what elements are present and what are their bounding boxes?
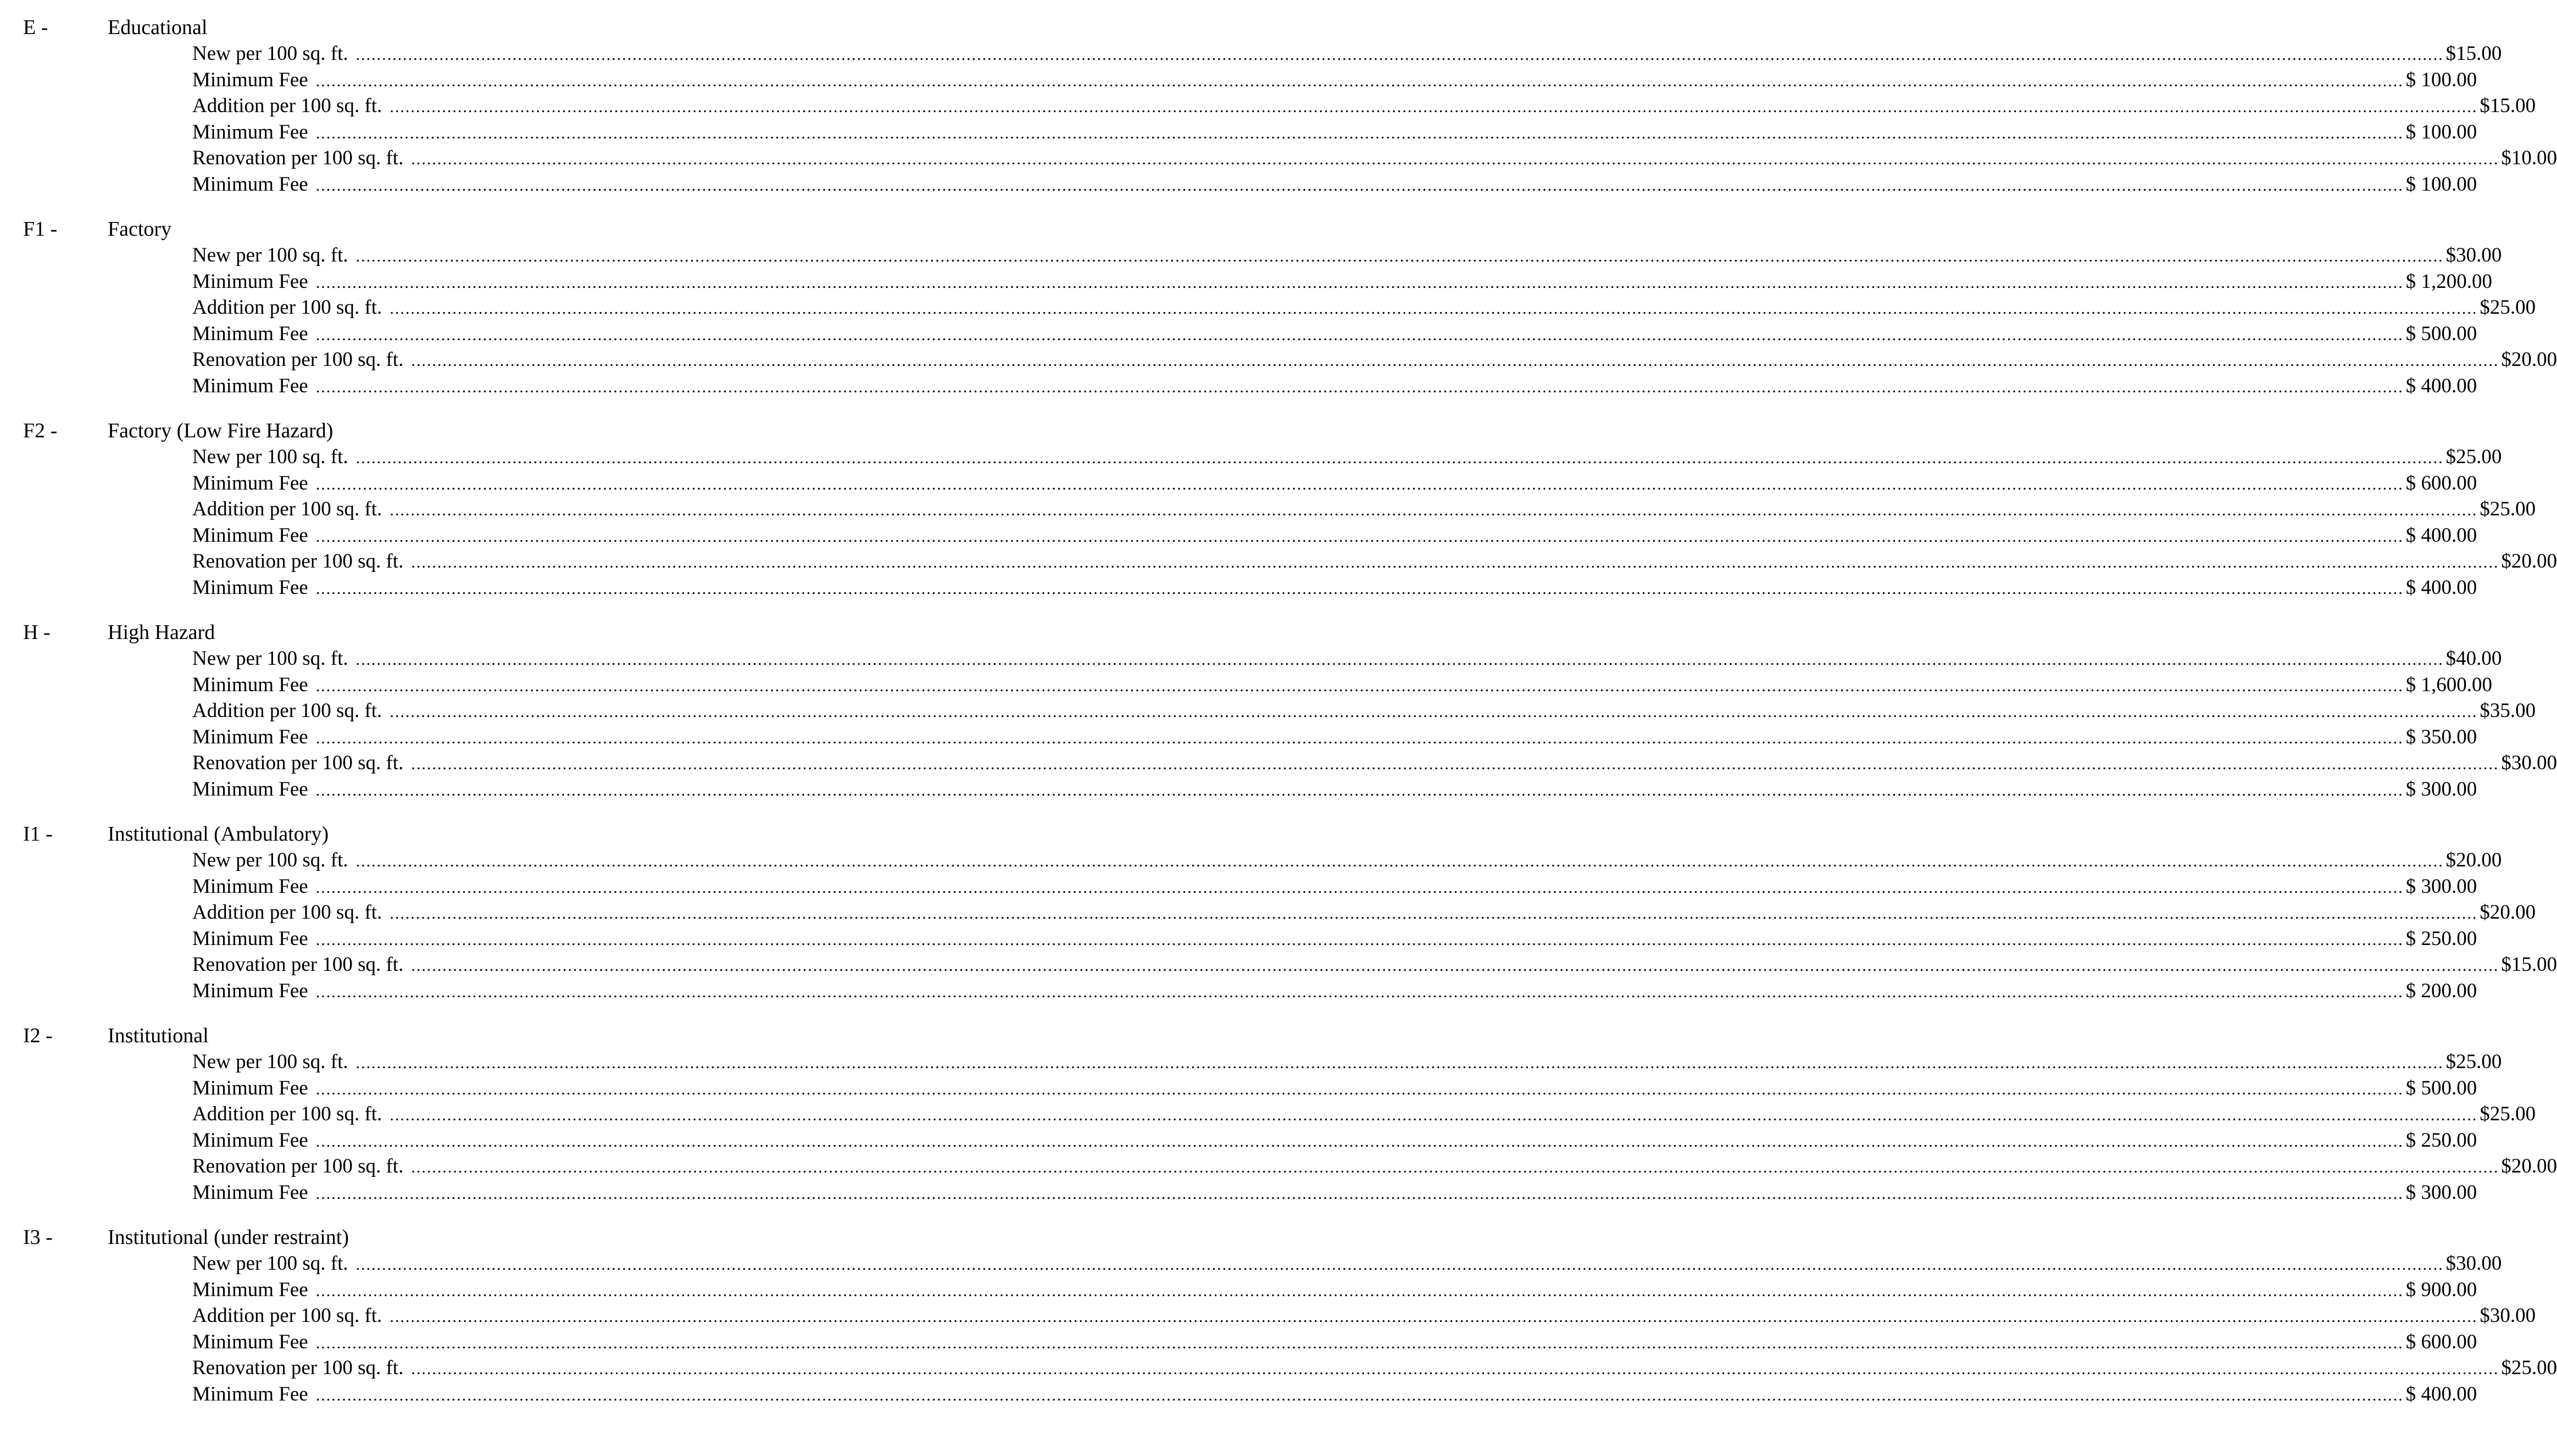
fee-label: Minimum Fee: [192, 1382, 308, 1405]
fee-row: [192, 952, 2557, 978]
dot-leader: ................................................................................................................................................................................................................................................................................................................................................................................................................: [411, 1360, 2499, 1378]
fee-row: [192, 1329, 2477, 1355]
dot-leader: ................................................................................................................................................................................................................................................................................................................................................................................................................: [315, 475, 2404, 493]
fee-label: Minimum Fee: [192, 1330, 308, 1353]
occupancy-name: Institutional (Ambulatory): [108, 823, 329, 846]
dot-leader: ................................................................................................................................................................................................................................................................................................................................................................................................................: [315, 71, 2404, 90]
fee-label: Minimum Fee: [192, 471, 308, 494]
fee-label: Minimum Fee: [192, 173, 308, 196]
fee-label: Minimum Fee: [192, 322, 308, 345]
dot-leader: ................................................................................................................................................................................................................................................................................................................................................................................................................: [315, 377, 2404, 396]
dot-leader: ................................................................................................................................................................................................................................................................................................................................................................................................................: [390, 1106, 2478, 1124]
fee-label: Minimum Fee: [192, 1278, 308, 1301]
occupancy-name: Factory (Low Fire Hazard): [108, 419, 333, 442]
fee-label: Addition per 100 sq. ft.: [192, 1103, 382, 1125]
fee-row: [192, 269, 2492, 295]
fee-amount: $ 300.00: [2405, 875, 2477, 898]
occupancy-code: E -: [23, 16, 48, 39]
fee-amount: $40.00: [2445, 647, 2502, 670]
fee-label: New per 100 sq. ft.: [192, 647, 348, 670]
fee-row: [192, 1355, 2557, 1381]
fee-label: Minimum Fee: [192, 777, 308, 801]
fee-amount: $ 400.00: [2405, 576, 2477, 599]
dot-leader: ................................................................................................................................................................................................................................................................................................................................................................................................................: [315, 982, 2404, 1001]
fee-amount: $ 500.00: [2405, 1076, 2477, 1099]
dot-leader: ................................................................................................................................................................................................................................................................................................................................................................................................................: [390, 703, 2478, 721]
fee-amount: $ 200.00: [2405, 979, 2477, 1002]
occupancy-section: [0, 619, 2557, 802]
occupancy-code: H -: [23, 621, 51, 644]
dot-leader: ................................................................................................................................................................................................................................................................................................................................................................................................................: [315, 878, 2404, 897]
fee-amount: $20.00: [2480, 901, 2536, 924]
fee-row: [192, 93, 2536, 119]
fee-label: Minimum Fee: [192, 1076, 308, 1099]
fee-amount: $ 500.00: [2405, 322, 2477, 345]
occupancy-code: I1 -: [23, 823, 53, 846]
fee-amount: $25.00: [2445, 1051, 2502, 1073]
fee-label: Renovation per 100 sq. ft.: [192, 1357, 404, 1379]
fee-label: Addition per 100 sq. ft.: [192, 95, 382, 117]
fee-label: Addition per 100 sq. ft.: [192, 296, 382, 319]
fee-row: [192, 242, 2502, 269]
occupancy-code: F2 -: [23, 419, 58, 442]
fee-label: Renovation per 100 sq. ft.: [192, 147, 404, 169]
dot-leader: ................................................................................................................................................................................................................................................................................................................................................................................................................: [411, 150, 2499, 168]
occupancy-section: [0, 1022, 2557, 1205]
occupancy-section: [0, 216, 2557, 399]
fee-label: Minimum Fee: [192, 524, 308, 547]
dot-leader: ................................................................................................................................................................................................................................................................................................................................................................................................................: [315, 676, 2404, 695]
dot-leader: ................................................................................................................................................................................................................................................................................................................................................................................................................: [411, 1158, 2499, 1176]
fee-row: [192, 373, 2477, 399]
occupancy-name: Institutional (under restraint): [108, 1226, 349, 1249]
fee-amount: $25.00: [2480, 296, 2536, 319]
fee-row: [192, 67, 2477, 93]
fee-row: [192, 145, 2557, 171]
dot-leader: ................................................................................................................................................................................................................................................................................................................................................................................................................: [315, 527, 2404, 546]
fee-label: New per 100 sq. ft.: [192, 244, 348, 266]
dot-leader: ................................................................................................................................................................................................................................................................................................................................................................................................................: [411, 957, 2499, 975]
dot-leader: ................................................................................................................................................................................................................................................................................................................................................................................................................: [355, 1054, 2444, 1072]
occupancy-name: Factory: [108, 218, 172, 241]
fee-amount: $25.00: [2480, 498, 2536, 520]
fee-label: New per 100 sq. ft.: [192, 446, 348, 468]
fee-row: [192, 294, 2536, 321]
occupancy-header: [0, 418, 1131, 444]
fee-amount: $25.00: [2445, 446, 2502, 468]
dot-leader: ................................................................................................................................................................................................................................................................................................................................................................................................................: [390, 501, 2478, 519]
fee-row: [192, 1127, 2477, 1154]
fee-amount: $ 100.00: [2405, 173, 2477, 196]
fee-row: [192, 978, 2477, 1004]
fee-label: Minimum Fee: [192, 270, 308, 293]
dot-leader: ................................................................................................................................................................................................................................................................................................................................................................................................................: [315, 930, 2404, 949]
fee-amount: $20.00: [2501, 1155, 2557, 1177]
fee-amount: $ 600.00: [2405, 1330, 2477, 1353]
fee-amount: $10.00: [2501, 147, 2557, 169]
fee-row: [192, 470, 2477, 497]
fee-amount: $15.00: [2445, 42, 2502, 65]
occupancy-section: [0, 821, 2557, 1004]
fee-amount: $30.00: [2445, 244, 2502, 266]
dot-leader: ................................................................................................................................................................................................................................................................................................................................................................................................................: [315, 579, 2404, 598]
dot-leader: ................................................................................................................................................................................................................................................................................................................................................................................................................: [315, 1333, 2404, 1352]
occupancy-code: F1 -: [23, 218, 58, 241]
fee-row: [192, 899, 2536, 926]
occupancy-name: Educational: [108, 16, 208, 39]
occupancy-header: [0, 216, 1131, 242]
fee-row: [192, 548, 2557, 575]
fee-label: Minimum Fee: [192, 1181, 308, 1204]
dot-leader: ................................................................................................................................................................................................................................................................................................................................................................................................................: [390, 299, 2478, 318]
fee-row: [192, 321, 2477, 347]
fee-row: [192, 672, 2492, 698]
fee-amount: $25.00: [2480, 1103, 2536, 1125]
occupancy-code: I2 -: [23, 1024, 53, 1047]
occupancy-header: [0, 14, 1131, 41]
fee-label: Minimum Fee: [192, 1129, 308, 1152]
fee-label: New per 100 sq. ft.: [192, 42, 348, 65]
fee-amount: $ 1,600.00: [2405, 673, 2492, 696]
fee-label: Renovation per 100 sq. ft.: [192, 348, 404, 371]
fee-amount: $ 350.00: [2405, 725, 2477, 748]
occupancy-header: [0, 1022, 1131, 1049]
dot-leader: ................................................................................................................................................................................................................................................................................................................................................................................................................: [315, 1184, 2404, 1203]
occupancy-section: [0, 1224, 2557, 1407]
fee-label: Addition per 100 sq. ft.: [192, 1304, 382, 1327]
fee-label: Minimum Fee: [192, 927, 308, 950]
occupancy-name: Institutional: [108, 1024, 209, 1047]
fee-amount: $15.00: [2501, 953, 2557, 976]
fee-row: [192, 1277, 2477, 1303]
fee-amount: $ 300.00: [2405, 1181, 2477, 1204]
fee-row: [192, 444, 2502, 470]
fee-row: [192, 575, 2477, 601]
fee-label: Renovation per 100 sq. ft.: [192, 550, 404, 573]
fee-row: [192, 1251, 2502, 1277]
fee-label: Renovation per 100 sq. ft.: [192, 953, 404, 976]
dot-leader: ................................................................................................................................................................................................................................................................................................................................................................................................................: [390, 98, 2478, 116]
fee-row: [192, 926, 2477, 952]
fee-label: Minimum Fee: [192, 875, 308, 898]
occupancy-header: [0, 821, 1131, 847]
dot-leader: ................................................................................................................................................................................................................................................................................................................................................................................................................: [315, 729, 2404, 747]
dot-leader: ................................................................................................................................................................................................................................................................................................................................................................................................................: [315, 124, 2404, 142]
fee-row: [192, 847, 2502, 874]
dot-leader: ................................................................................................................................................................................................................................................................................................................................................................................................................: [315, 176, 2404, 194]
fee-row: [192, 496, 2536, 523]
fee-label: Minimum Fee: [192, 120, 308, 143]
fee-amount: $ 400.00: [2405, 524, 2477, 547]
fee-row: [192, 347, 2557, 373]
fee-amount: $ 100.00: [2405, 120, 2477, 143]
fee-label: Addition per 100 sq. ft.: [192, 498, 382, 520]
fee-label: New per 100 sq. ft.: [192, 849, 348, 871]
fee-row: [192, 1153, 2557, 1180]
dot-leader: ................................................................................................................................................................................................................................................................................................................................................................................................................: [411, 553, 2499, 571]
fee-amount: $30.00: [2445, 1252, 2502, 1275]
fee-row: [192, 171, 2477, 198]
dot-leader: ................................................................................................................................................................................................................................................................................................................................................................................................................: [355, 247, 2444, 265]
fee-label: Minimum Fee: [192, 673, 308, 696]
occupancy-header: [0, 1224, 1131, 1251]
dot-leader: ................................................................................................................................................................................................................................................................................................................................................................................................................: [411, 352, 2499, 370]
dot-leader: ................................................................................................................................................................................................................................................................................................................................................................................................................: [355, 1255, 2444, 1274]
fee-label: Minimum Fee: [192, 68, 308, 91]
occupancy-section: [0, 14, 2557, 197]
fee-row: [192, 1049, 2502, 1075]
fee-row: [192, 1381, 2477, 1408]
fee-label: New per 100 sq. ft.: [192, 1252, 348, 1275]
fee-schedule: [0, 14, 2557, 1426]
fee-amount: $20.00: [2501, 550, 2557, 573]
fee-label: Minimum Fee: [192, 979, 308, 1002]
fee-row: [192, 776, 2477, 803]
fee-row: [192, 874, 2477, 900]
fee-amount: $ 100.00: [2405, 68, 2477, 91]
fee-amount: $30.00: [2501, 752, 2557, 774]
fee-label: Renovation per 100 sq. ft.: [192, 1155, 404, 1177]
fee-row: [192, 646, 2502, 672]
dot-leader: ................................................................................................................................................................................................................................................................................................................................................................................................................: [390, 1308, 2478, 1326]
fee-label: New per 100 sq. ft.: [192, 1051, 348, 1073]
fee-label: Minimum Fee: [192, 725, 308, 748]
fee-amount: $ 250.00: [2405, 1129, 2477, 1152]
fee-row: [192, 41, 2502, 67]
fee-amount: $20.00: [2501, 348, 2557, 371]
fee-label: Minimum Fee: [192, 576, 308, 599]
fee-label: Addition per 100 sq. ft.: [192, 699, 382, 722]
fee-amount: $ 1,200.00: [2405, 270, 2492, 293]
fee-label: Renovation per 100 sq. ft.: [192, 752, 404, 774]
dot-leader: ................................................................................................................................................................................................................................................................................................................................................................................................................: [355, 46, 2444, 64]
dot-leader: ................................................................................................................................................................................................................................................................................................................................................................................................................: [390, 904, 2478, 922]
fee-amount: $15.00: [2480, 95, 2536, 117]
fee-row: [192, 1180, 2477, 1206]
fee-amount: $20.00: [2445, 849, 2502, 871]
fee-row: [192, 724, 2477, 751]
dot-leader: ................................................................................................................................................................................................................................................................................................................................................................................................................: [315, 1132, 2404, 1151]
fee-row: [192, 119, 2477, 146]
dot-leader: ................................................................................................................................................................................................................................................................................................................................................................................................................: [315, 325, 2404, 344]
dot-leader: ................................................................................................................................................................................................................................................................................................................................................................................................................: [315, 781, 2404, 799]
fee-amount: $ 300.00: [2405, 777, 2477, 801]
dot-leader: ................................................................................................................................................................................................................................................................................................................................................................................................................: [315, 1386, 2404, 1404]
occupancy-header: [0, 619, 1131, 646]
fee-label: Addition per 100 sq. ft.: [192, 901, 382, 924]
dot-leader: ................................................................................................................................................................................................................................................................................................................................................................................................................: [355, 651, 2444, 669]
fee-amount: $ 250.00: [2405, 927, 2477, 950]
fee-amount: $25.00: [2501, 1357, 2557, 1379]
fee-row: [192, 698, 2536, 724]
occupancy-name: High Hazard: [108, 621, 215, 644]
occupancy-code: I3 -: [23, 1226, 53, 1249]
fee-row: [192, 523, 2477, 549]
fee-amount: $ 400.00: [2405, 374, 2477, 397]
dot-leader: ................................................................................................................................................................................................................................................................................................................................................................................................................: [315, 1080, 2404, 1098]
occupancy-section: [0, 418, 2557, 601]
dot-leader: ................................................................................................................................................................................................................................................................................................................................................................................................................: [355, 449, 2444, 467]
fee-row: [192, 1075, 2477, 1102]
fee-amount: $35.00: [2480, 699, 2536, 722]
fee-amount: $ 900.00: [2405, 1278, 2477, 1301]
dot-leader: ................................................................................................................................................................................................................................................................................................................................................................................................................: [355, 852, 2444, 870]
fee-amount: $ 600.00: [2405, 471, 2477, 494]
dot-leader: ................................................................................................................................................................................................................................................................................................................................................................................................................: [315, 273, 2404, 292]
fee-row: [192, 750, 2557, 776]
fee-amount: $30.00: [2480, 1304, 2536, 1327]
fee-row: [192, 1303, 2536, 1329]
dot-leader: ................................................................................................................................................................................................................................................................................................................................................................................................................: [411, 755, 2499, 773]
fee-amount: $ 400.00: [2405, 1382, 2477, 1405]
fee-label: Minimum Fee: [192, 374, 308, 397]
fee-row: [192, 1101, 2536, 1127]
dot-leader: ................................................................................................................................................................................................................................................................................................................................................................................................................: [315, 1281, 2404, 1300]
